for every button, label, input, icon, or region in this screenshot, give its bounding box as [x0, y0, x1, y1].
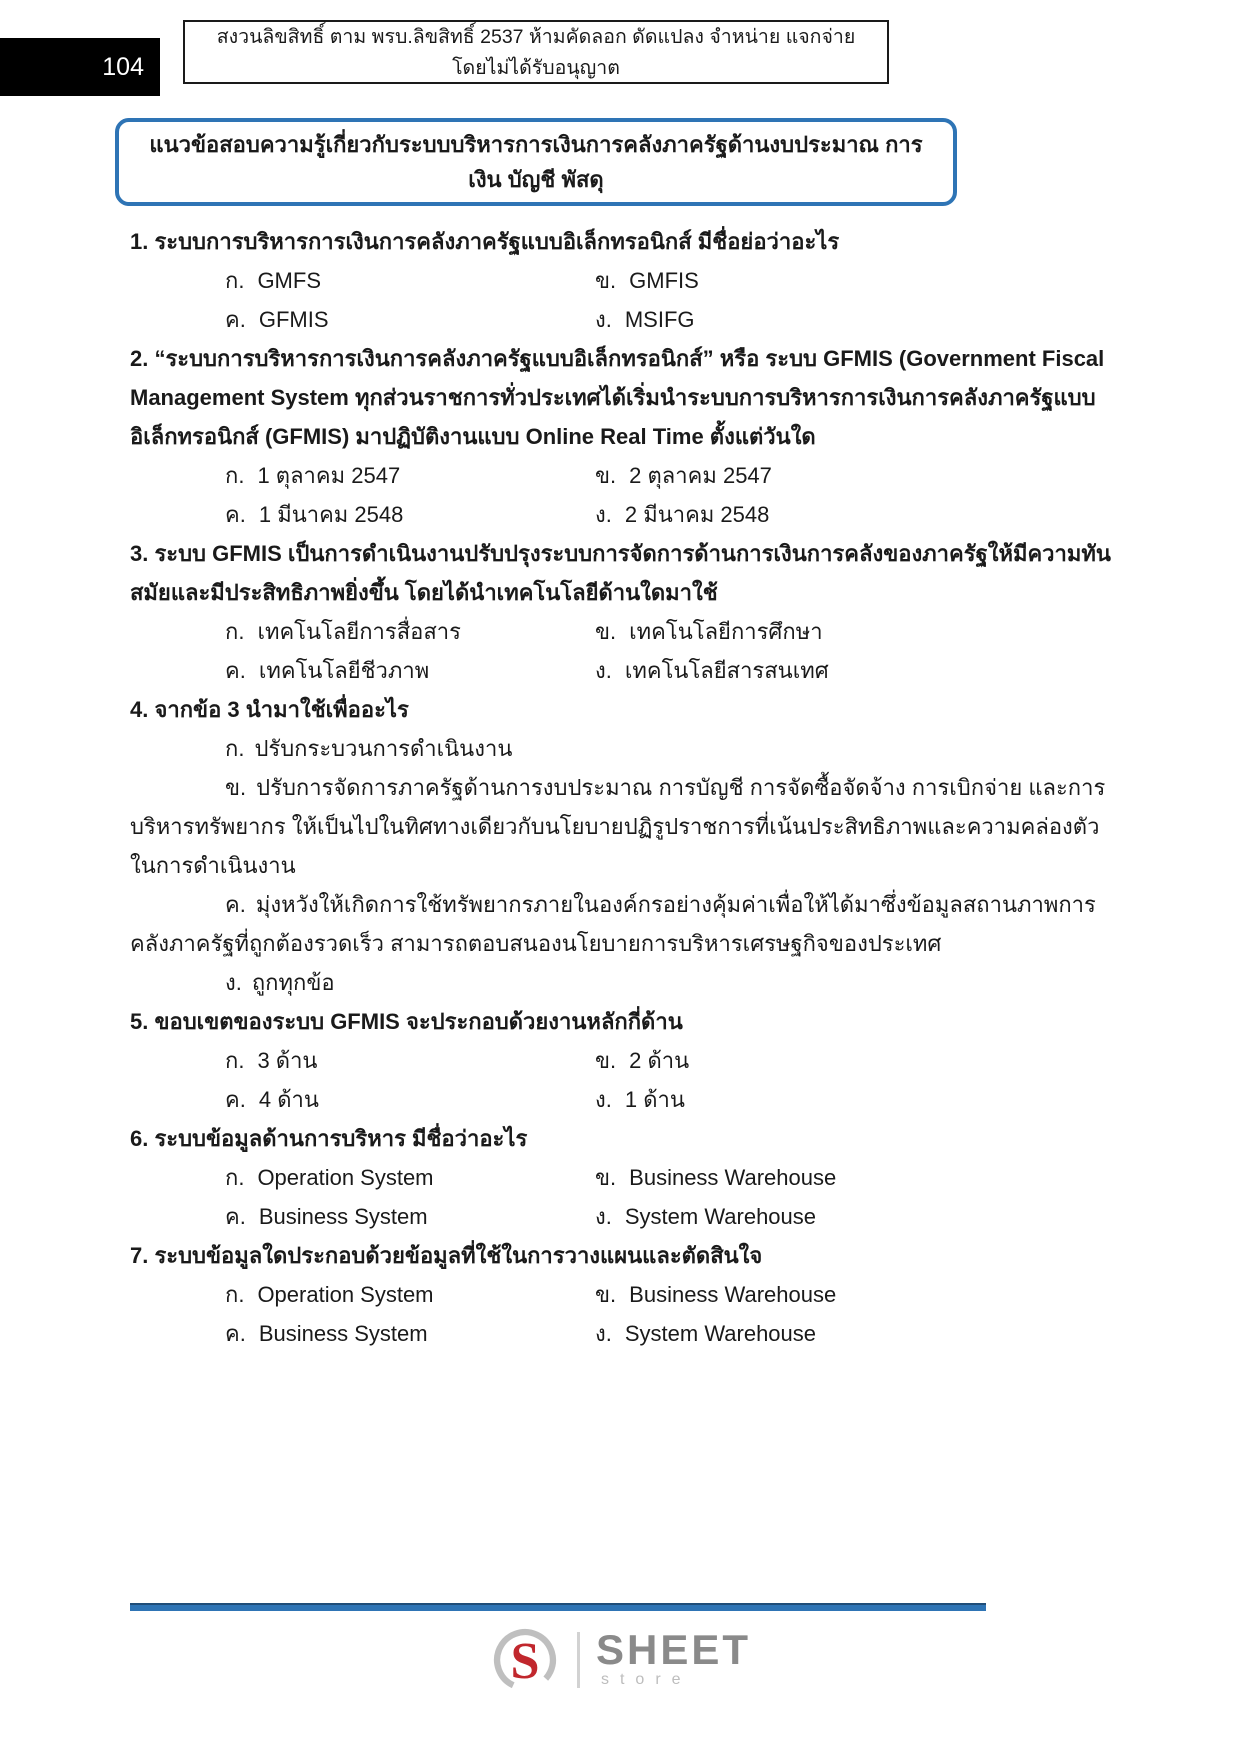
option-label: ง. — [595, 502, 612, 527]
option-text: ปรับกระบวนการดำเนินงาน — [254, 736, 513, 761]
option — [130, 1275, 500, 1314]
option — [130, 495, 500, 534]
option-text: Business Warehouse — [629, 1165, 837, 1190]
option-label: ข. — [595, 619, 617, 644]
option — [130, 963, 1115, 1002]
option — [130, 1080, 500, 1119]
option-label: ง. — [595, 1087, 612, 1112]
option-label: ค. — [225, 502, 246, 527]
option — [130, 885, 1115, 963]
question-5-options — [130, 1041, 1115, 1119]
option-label: ง. — [225, 970, 242, 995]
option — [500, 1197, 1115, 1236]
option — [500, 300, 1115, 339]
question-6-options — [130, 1158, 1115, 1236]
option-text: System Warehouse — [624, 1321, 817, 1346]
svg-text:S: S — [510, 1632, 540, 1690]
option — [130, 300, 500, 339]
option — [500, 651, 1115, 690]
question-2-options — [130, 456, 1115, 534]
option-text: มุ่งหวังให้เกิดการใช้ทรัพยากรภายในองค์กรอย่างคุ้มค่าเพื่อให้ได้มาซึ่งข้อมูลสถานภาพการคลังภาครัฐที่ถูกต้องรวดเร็ว สามารถตอบสนองนโยบายการบริหารเศรษฐกิจของประเทศ — [130, 892, 1096, 956]
sheet-store-logo-icon — [489, 1624, 561, 1696]
option — [500, 612, 1115, 651]
option-text: 1 มีนาคม 2548 — [258, 502, 404, 527]
exam-title-box — [115, 118, 957, 206]
option — [130, 456, 500, 495]
option — [500, 1158, 1115, 1197]
question-4: 4. จากข้อ 3 นำมาใช้เพื่ออะไร — [130, 697, 409, 722]
option-label: ข. — [225, 775, 247, 800]
option-label: ค. — [225, 307, 246, 332]
option-text: GMFIS — [629, 268, 699, 293]
option-text: Business System — [258, 1204, 428, 1229]
question-3-options — [130, 612, 1115, 690]
copyright-notice-box — [183, 20, 889, 84]
option — [130, 729, 1115, 768]
option-label: ก. — [225, 268, 245, 293]
option-text: System Warehouse — [624, 1204, 817, 1229]
option — [130, 612, 500, 651]
option-text: Operation System — [257, 1282, 434, 1307]
logo-title: SHEET — [595, 1626, 752, 1673]
option — [130, 261, 500, 300]
option-text: GFMIS — [258, 307, 329, 332]
question-list — [130, 222, 1115, 1353]
option — [500, 495, 1115, 534]
option-text: เทคโนโลยีสารสนเทศ — [624, 658, 829, 683]
option — [500, 1041, 1115, 1080]
option-text: เทคโนโลยีชีวภาพ — [258, 658, 430, 683]
question-7-options — [130, 1275, 1115, 1353]
option-text: 4 ด้าน — [258, 1087, 319, 1112]
option-label: ก. — [225, 1048, 245, 1073]
option-text: เทคโนโลยีการศึกษา — [629, 619, 823, 644]
option-text: 2 มีนาคม 2548 — [624, 502, 770, 527]
option-label: ข. — [595, 1048, 617, 1073]
question-1: 1. ระบบการบริหารการเงินการคลังภาครัฐแบบอิเล็กทรอนิกส์ มีชื่อย่อว่าอะไร — [130, 229, 840, 254]
option — [130, 1197, 500, 1236]
option-text: 2 ตุลาคม 2547 — [629, 463, 772, 488]
exam-title: แนวข้อสอบความรู้เกี่ยวกับระบบบริหารการเงินการคลังภาครัฐด้านงบประมาณ การเงิน บัญชี พัสดุ — [149, 132, 923, 192]
option — [500, 261, 1115, 300]
option-text: Business System — [258, 1321, 428, 1346]
option-label: ข. — [595, 1282, 617, 1307]
option-label: ง. — [595, 307, 612, 332]
option — [130, 1158, 500, 1197]
option — [130, 1041, 500, 1080]
option — [130, 768, 1115, 885]
option-label: ง. — [595, 658, 612, 683]
option-text: 1 ตุลาคม 2547 — [257, 463, 401, 488]
option — [500, 456, 1115, 495]
option — [500, 1314, 1115, 1353]
page-number-box — [0, 38, 160, 96]
question-7: 7. ระบบข้อมูลใดประกอบด้วยข้อมูลที่ใช้ในการวางแผนและตัดสินใจ — [130, 1243, 763, 1268]
option-label: ค. — [225, 892, 246, 917]
option — [500, 1080, 1115, 1119]
option-label: ก. — [225, 619, 245, 644]
page-number: 104 — [102, 52, 144, 81]
option-text: เทคโนโลยีการสื่อสาร — [257, 619, 461, 644]
question-3: 3. ระบบ GFMIS เป็นการดำเนินงานปรับปรุงระบบการจัดการด้านการเงินการคลังของภาครัฐให้มีความทันสมัยและมีประสิทธิภาพยิ่งขึ้น โดยได้นำเทคโนโลยีด้านใดมาใช้ — [130, 541, 1111, 605]
question-1-options — [130, 261, 1115, 339]
option-text: Business Warehouse — [629, 1282, 837, 1307]
option-label: ค. — [225, 1321, 246, 1346]
option-label: ค. — [225, 1204, 246, 1229]
option-label: ก. — [225, 736, 245, 761]
footer-logo — [0, 1624, 1240, 1696]
copyright-notice: สงวนลิขสิทธิ์ ตาม พรบ.ลิขสิทธิ์ 2537 ห้ามคัดลอก ดัดแปลง จำหน่าย แจกจ่าย โดยไม่ได้รับอนุญาต — [216, 26, 856, 79]
option — [130, 651, 500, 690]
option — [130, 1314, 500, 1353]
option-text: ปรับการจัดการภาครัฐด้านการงบประมาณ การบัญชี การจัดซื้อจัดจ้าง การเบิกจ่าย และการบริหารทรัพยากร ให้เป็นไปในทิศทางเดียวกับนโยบายปฏิรูปราชการที่เน้นประสิทธิภาพและความคล่องตัวในการดำเนินงาน — [130, 775, 1106, 878]
question-6: 6. ระบบข้อมูลด้านการบริหาร มีชื่อว่าอะไร — [130, 1126, 528, 1151]
option-label: ข. — [595, 1165, 617, 1190]
option-label: ก. — [225, 1165, 245, 1190]
option-label: ง. — [595, 1321, 612, 1346]
footer-divider — [130, 1603, 986, 1611]
option-text: GMFS — [257, 268, 321, 293]
option-text: 1 ด้าน — [624, 1087, 685, 1112]
logo-subtitle: store — [600, 1671, 692, 1688]
option-label: ค. — [225, 658, 246, 683]
option-label: ง. — [595, 1204, 612, 1229]
option-text: 2 ด้าน — [629, 1048, 690, 1073]
question-5: 5. ขอบเขตของระบบ GFMIS จะประกอบด้วยงานหลักกี่ด้าน — [130, 1009, 683, 1034]
option-label: ข. — [595, 268, 617, 293]
option-label: ค. — [225, 1087, 246, 1112]
option — [500, 1275, 1115, 1314]
option-text: MSIFG — [624, 307, 695, 332]
option-label: ข. — [595, 463, 617, 488]
option-label: ก. — [225, 1282, 245, 1307]
option-text: Operation System — [257, 1165, 434, 1190]
logo-text-block — [595, 1626, 752, 1690]
option-text: 3 ด้าน — [257, 1048, 318, 1073]
option-label: ก. — [225, 463, 245, 488]
question-2: 2. “ระบบการบริหารการเงินการคลังภาครัฐแบบอิเล็กทรอนิกส์” หรือ ระบบ GFMIS (Government Fiscal Management System ทุกส่วนราชการทั่วประเทศได้เริ่มนำระบบการบริหารการเงินการคลังภาครัฐแบบอิเล็กทรอนิกส์ (GFMIS) มาปฏิบัติงานแบบ Online Real Time ตั้งแต่วันใด — [130, 346, 1105, 449]
logo-divider — [577, 1632, 580, 1688]
option-text: ถูกทุกข้อ — [251, 970, 335, 995]
